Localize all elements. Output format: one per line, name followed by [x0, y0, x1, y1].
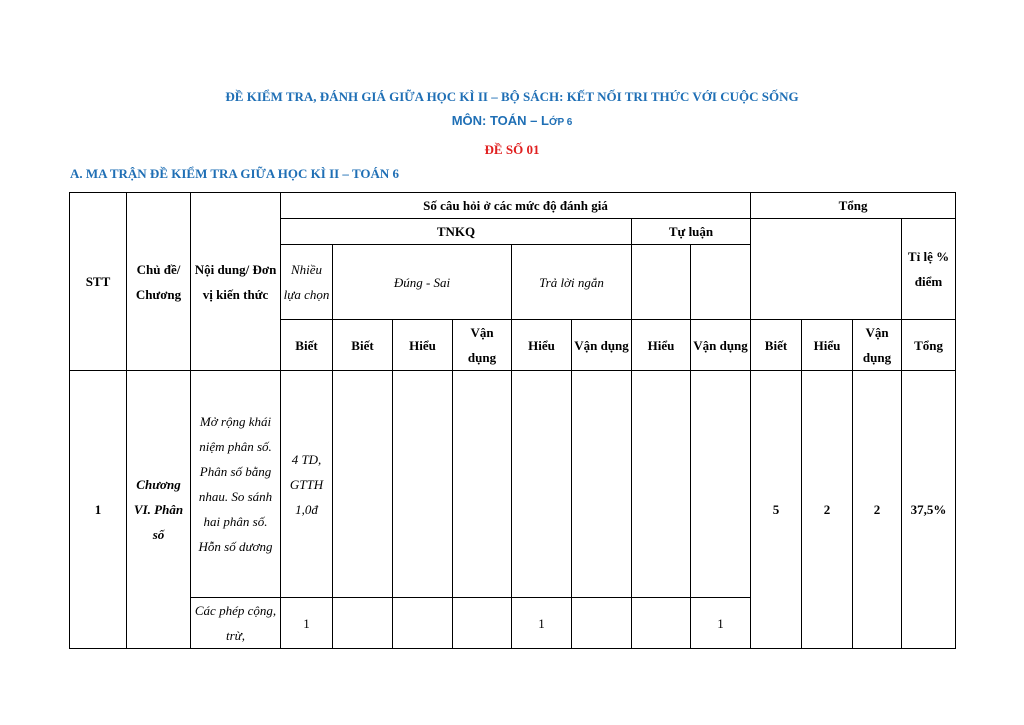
table-row	[70, 371, 956, 598]
header-tong-blank	[751, 219, 902, 320]
exam-number: ĐỀ SỐ 01	[484, 142, 540, 157]
row-tong-biet: 5	[751, 371, 802, 649]
row-nlc-1: 4 TD, GTTH 1,0đ	[281, 371, 333, 598]
level-trln-hieu: Hiểu	[512, 320, 572, 371]
section-a-title: A. MA TRẬN ĐỀ KIỂM TRA GIỮA HỌC KÌ II – TOÁN 6	[70, 166, 400, 181]
header-tu-luan: Tự luận	[632, 219, 751, 245]
header-row-1	[70, 193, 956, 219]
row-tong-vandung: 2	[853, 371, 902, 649]
header-tong: Tổng	[751, 193, 956, 219]
level-trln-vandung: Vận dụng	[572, 320, 632, 371]
cell-empty	[393, 598, 453, 649]
level-ds-vandung: Vận dụng	[453, 320, 512, 371]
subject-title-main: MÔN: TOÁN – L	[451, 113, 549, 128]
cell-empty	[572, 371, 632, 598]
level-tl-hieu: Hiểu	[632, 320, 691, 371]
row-chu-de: Chương VI. Phân số	[127, 371, 191, 649]
cell-empty	[512, 371, 572, 598]
level-nlc-biet: Biết	[281, 320, 333, 371]
header-nhieu-lua-chon: Nhiều lựa chọn	[281, 245, 333, 320]
row-tl-vandung-2: 1	[691, 598, 751, 649]
header-so-cau-hoi: Số câu hỏi ở các mức độ đánh giá	[281, 193, 751, 219]
cell-empty	[333, 598, 393, 649]
row-trln-hieu-2: 1	[512, 598, 572, 649]
header-tl-blank-2	[691, 245, 751, 320]
exam-matrix-table	[69, 192, 956, 649]
header-tra-loi-ngan: Trả lời ngắn	[512, 245, 632, 320]
cell-empty	[333, 371, 393, 598]
header-ti-le: Tỉ lệ % điểm	[902, 219, 956, 320]
header-tnkq: TNKQ	[281, 219, 632, 245]
cell-empty	[691, 371, 751, 598]
cell-empty	[632, 598, 691, 649]
header-stt: STT	[70, 193, 127, 371]
header-chu-de: Chủ đề/ Chương	[127, 193, 191, 371]
subject-title	[0, 113, 1024, 128]
level-ds-hieu: Hiểu	[393, 320, 453, 371]
level-tl-vandung: Vận dụng	[691, 320, 751, 371]
subject-title-small: ỚP 6	[548, 117, 573, 128]
cell-empty	[453, 598, 512, 649]
row-nlc-2: 1	[281, 598, 333, 649]
cell-empty	[632, 371, 691, 598]
cell-empty	[572, 598, 632, 649]
header-noi-dung: Nội dung/ Đơn vị kiến thức	[191, 193, 281, 371]
row-stt: 1	[70, 371, 127, 649]
level-tong-biet: Biết	[751, 320, 802, 371]
header-dung-sai: Đúng - Sai	[333, 245, 512, 320]
exam-title: ĐỀ KIỂM TRA, ĐÁNH GIÁ GIỮA HỌC KÌ II – BỘ SÁCH: KẾT NỐI TRI THỨC VỚI CUỘC SỐNG	[225, 89, 799, 104]
row-tong-hieu: 2	[802, 371, 853, 649]
row-noi-dung-1: Mở rộng khái niệm phân số. Phân số bằng nhau. So sánh hai phân số. Hỗn số dương	[191, 371, 281, 598]
header-tl-blank-1	[632, 245, 691, 320]
row-ti-le: 37,5%	[902, 371, 956, 649]
row-noi-dung-2: Các phép cộng, trừ,	[191, 598, 281, 649]
cell-empty	[453, 371, 512, 598]
level-tong-tong: Tổng	[902, 320, 956, 371]
level-ds-biet: Biết	[333, 320, 393, 371]
level-tong-hieu: Hiểu	[802, 320, 853, 371]
cell-empty	[393, 371, 453, 598]
level-tong-vandung: Vận dụng	[853, 320, 902, 371]
